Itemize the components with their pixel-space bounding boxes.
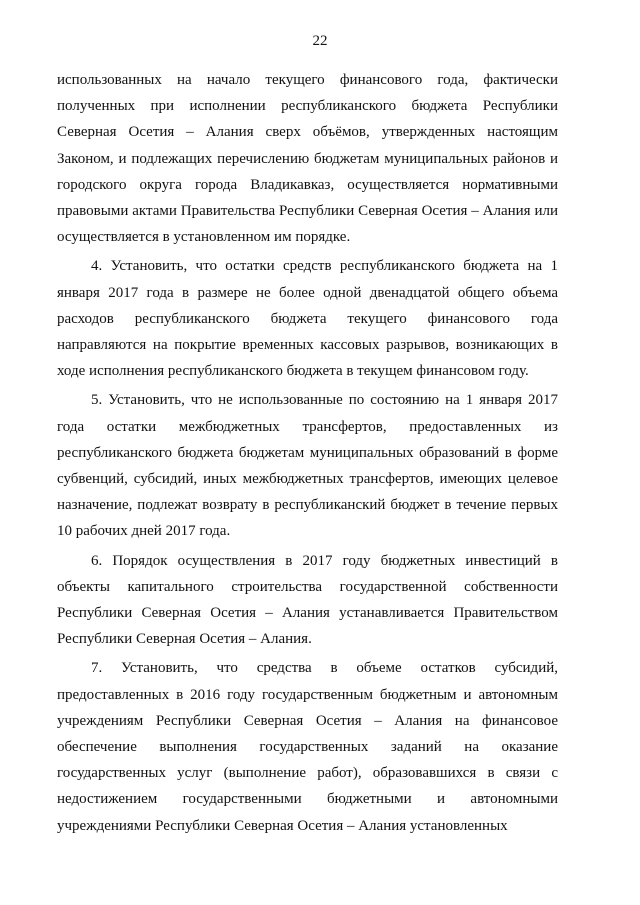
paragraph-item-5: 5. Установить, что не использованные по состоянию на 1 января 2017 года остатки межбюджетных трансфертов, предоставленных из республиканского бюджета бюджетам муниципальных образований в форме субвенций, субсидий, иных межбюджетных трансфертов, имеющих целевое назначение, подлежат возврату в республиканский бюджет в течение первых 10 рабочих дней 2017 года. [57, 392, 558, 540]
paragraph-item-7: 7. Установить, что средства в объеме остатков субсидий, предоставленных в 2016 году государственным бюджетным и автономным учреждениям Республики Северная Осетия – Алания на финансовое обеспечение выполнения государственных заданий на оказание государственных услуг (выполнение работ), образовавшихся в связи с недостижением государственными бюджетными и автономными учреждениями Республики Северная Осетия – Алания установленных [57, 660, 558, 834]
page-number: 22 [312, 33, 328, 49]
paragraph-item-4: 4. Установить, что остатки средств республиканского бюджета на 1 января 2017 года в размере не более одной двенадцатой общего объема расходов республиканского бюджета текущего финансового года направляются на покрытие временных кассовых разрывов, возникающих в ходе исполнения республиканского бюджета в текущем финансовом году. [57, 258, 558, 380]
paragraph-continuation: использованных на начало текущего финансового года, фактически полученных при исполнении республиканского бюджета Республики Северная Осетия – Алания сверх объёмов, утвержденных настоящим Законом, и подлежащих перечислению бюджетам муниципальных районов и городского округа города Владикавказ, осуществляется нормативными правовыми актами Правительства Республики Северная Осетия – Алания или осуществляется в установленном им порядке. [57, 72, 558, 246]
document-body [57, 67, 558, 842]
paragraph-item-6: 6. Порядок осуществления в 2017 году бюджетных инвестиций в объекты капитального строительства государственной собственности Республики Северная Осетия – Алания устанавливается Правительством Республики Северная Осетия – Алания. [57, 552, 558, 648]
